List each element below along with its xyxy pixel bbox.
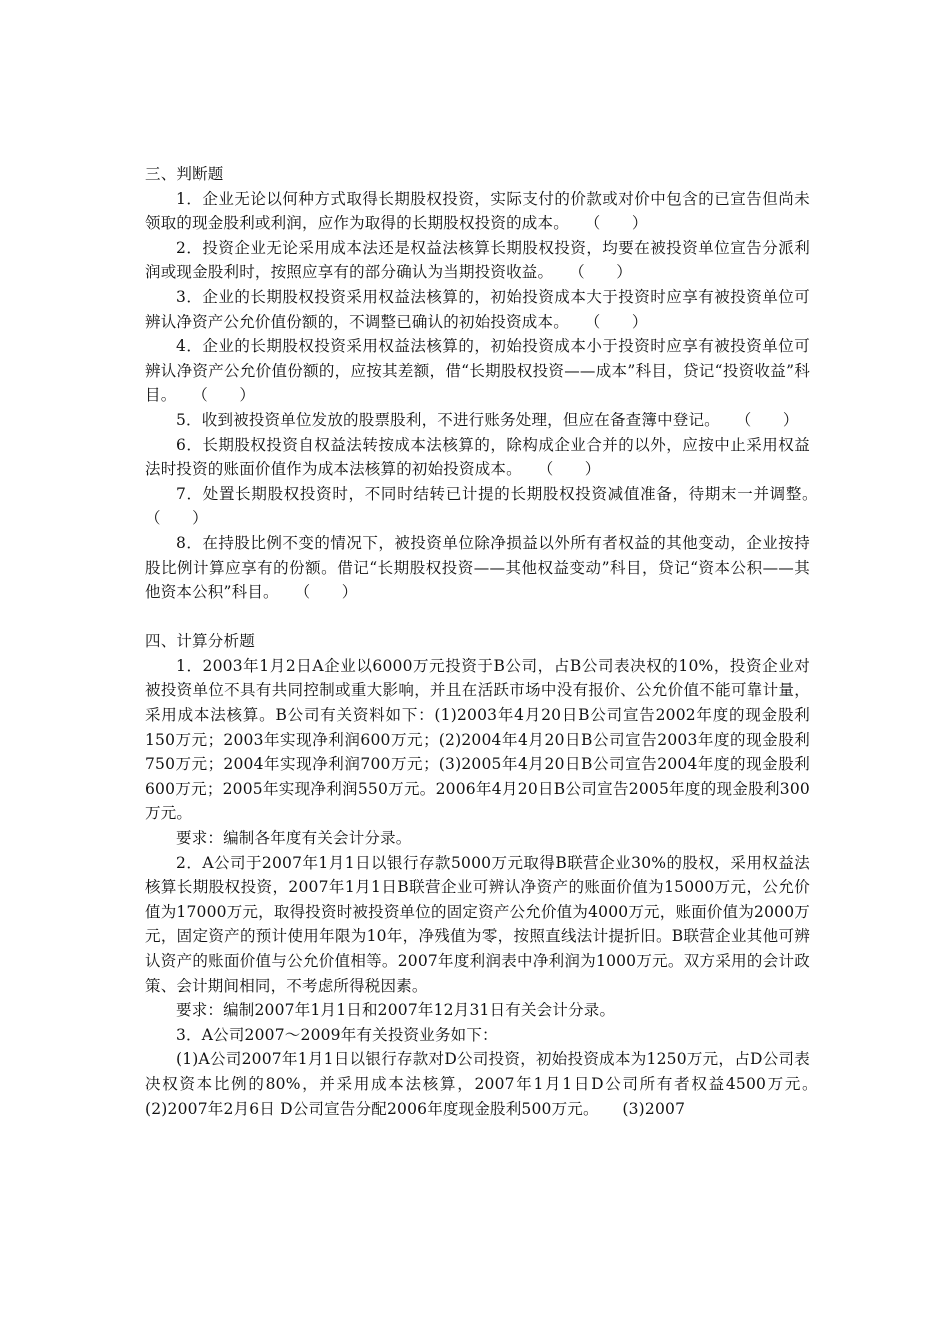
section-4-heading: 四、计算分析题 [145,632,255,651]
calc-question-1-requirement: 要求：编制各年度有关会计分录。 [176,829,412,848]
judgment-item-7: 7．处置长期股权投资时，不同时结转已计提的长期股权投资减值准备，待期末一并调整。 （ ） [145,484,842,528]
judgment-item-1: 1．企业无论以何种方式取得长期股权投资，实际支付的价款或对价中包含的已宣告但尚未领取的现金股利或利润，应作为取得的长期股权投资的成本。 （ ） [145,189,810,233]
calc-question-1: 1．2003年1月2日A企业以6000万元投资于B公司，占B公司表决权的10%，投资企业对被投资单位不具有共同控制或重大影响，并且在活跃市场中没有报价、公允价值不能可靠计量，采用成本法核算。B公司有关资料如下：(1)2003年4月20日B公司宣告2002年度的现金股利150万元；2003年实现净利润600万元；(2)2004年4月20日B公司宣告2003年度的现金股利750万元；2004年实现净利润700万元；(3)2005年4月20日B公司宣告2004年度的现金股利600万元；2005年实现净利润550万元。2006年4月20日B公司宣告2005年度的现金股利300万元。 [145,656,810,823]
judgment-item-8: 8．在持股比例不变的情况下，被投资单位除净损益以外所有者权益的其他变动，企业按持股比例计算应享有的份额。借记“长期股权投资——其他权益变动”科目，贷记“资本公积——其他资本公积”科目。 （ ） [145,533,810,602]
judgment-item-2: 2．投资企业无论采用成本法还是权益法核算长期股权投资，均要在被投资单位宣告分派利润或现金股利时，按照应享有的部分确认为当期投资收益。 （ ） [145,238,810,282]
judgment-item-5: 5．收到被投资单位发放的股票股利，不进行账务处理，但应在备查簿中登记。 （ ） [176,410,799,429]
calc-question-2-requirement: 要求：编制2007年1月1日和2007年12月31日有关会计分录。 [176,1001,616,1020]
section-3-heading: 三、判断题 [145,165,224,183]
calc-question-3-details: (1)A公司2007年1月1日以银行存款对D公司投资，初始投资成本为1250万元，占D公司表决权资本比例的80%，并采用成本法核算，2007年1月1日D公司所有者权益4500万元。 (2)2007年2月6日 D公司宣告分配2006年度现金股利500万元。 (3)2007 [145,1050,842,1118]
judgment-item-3: 3．企业的长期股权投资采用权益法核算的，初始投资成本大于投资时应享有被投资单位可辨认净资产公允价值份额的，不调整已确认的初始投资成本。 （ ） [145,287,810,331]
document-page [145,162,842,1121]
section-gap [145,605,810,630]
calc-question-2: 2．A公司于2007年1月1日以银行存款5000万元取得B联营企业30%的股权，采用权益法核算长期股权投资，2007年1月1日B联营企业可辨认净资产的账面价值为15000万元，公允价值为17000万元，取得投资时被投资单位的固定资产公允价值为4000万元，账面价值为2000万元，固定资产的预计使用年限为10年，净残值为零，按照直线法计提折旧。B联营企业其他可辨认资产的账面价值与公允价值相等。2007年度利润表中净利润为1000万元。双方采用的会计政策、会计期间相同，不考虑所得税因素。 [145,853,810,995]
calc-question-3: 3．A公司2007～2009年有关投资业务如下： [176,1025,498,1044]
judgment-item-4: 4．企业的长期股权投资采用权益法核算的，初始投资成本小于投资时应享有被投资单位可辨认净资产公允价值份额的，应按其差额，借“长期股权投资——成本”科目，贷记“投资收益”科目。 （ ） [145,337,810,405]
judgment-item-6: 6．长期股权投资自权益法转按成本法核算的，除构成企业合并的以外，应按中止采用权益法时投资的账面价值作为成本法核算的初始投资成本。 （ ） [145,435,810,479]
